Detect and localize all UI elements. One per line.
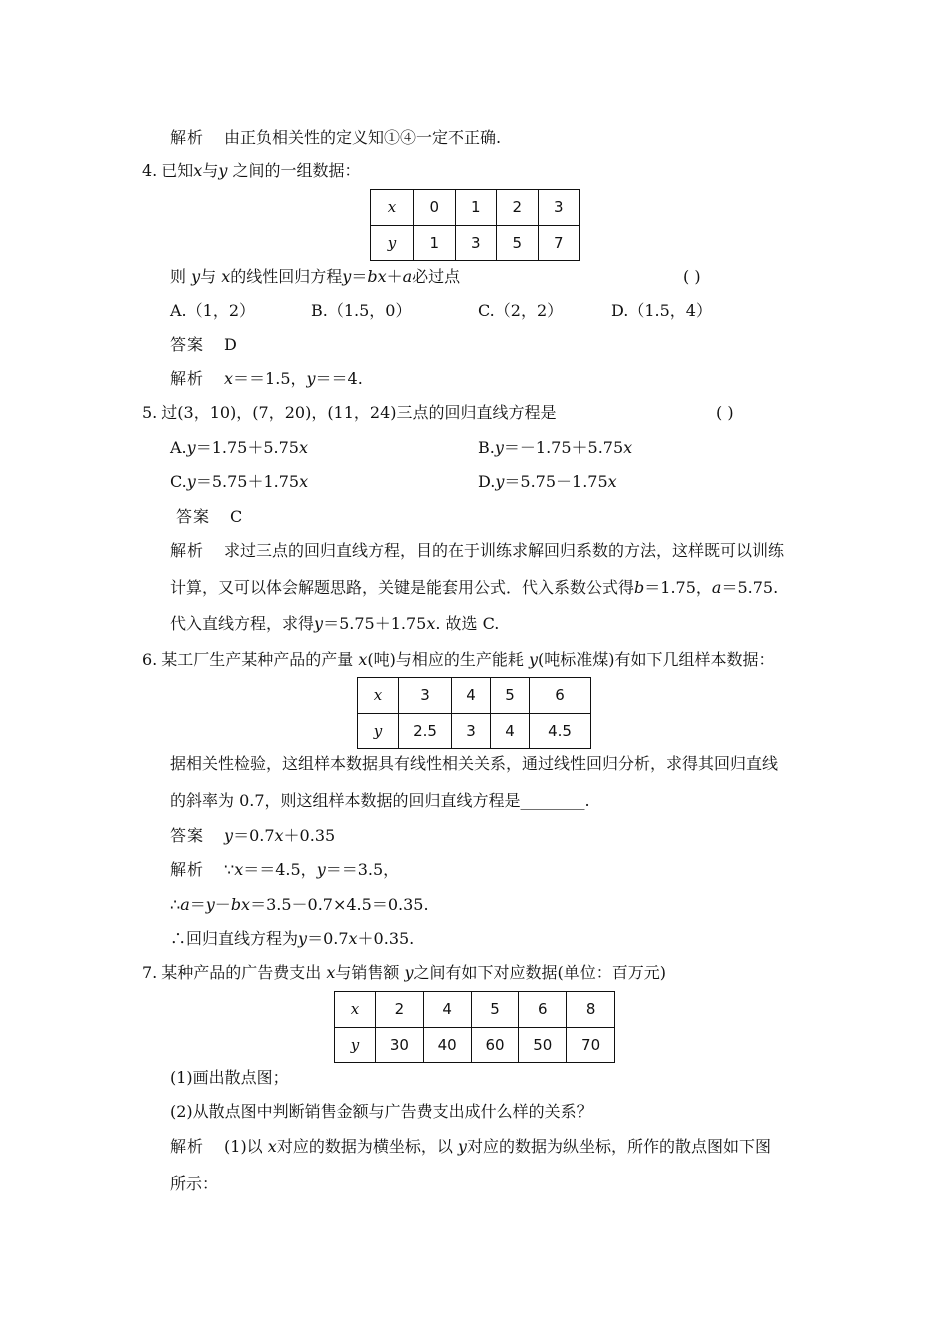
q4-stem <box>142 161 360 181</box>
text: ＝5.75. <box>721 578 779 597</box>
text: ＝＝3.5， <box>325 860 400 879</box>
text: . 故选 C. <box>435 614 500 633</box>
answer-label: 答案 <box>170 826 205 845</box>
q5-analysis-line-2 <box>170 578 778 598</box>
table-cell: 5 <box>497 225 539 261</box>
var-y: y <box>495 472 505 491</box>
text: A. <box>170 438 187 457</box>
table-cell: 40 <box>423 1027 471 1063</box>
var-y: y <box>528 650 539 669</box>
answer-blank-paren: ( ) <box>683 267 701 286</box>
table-cell: 2.5 <box>399 713 452 749</box>
var-x: x <box>234 860 244 879</box>
y-header: y <box>335 1027 376 1063</box>
x-header: x <box>371 190 414 226</box>
var-y: y <box>306 369 316 388</box>
var-y: y <box>298 929 308 948</box>
option-c <box>170 472 308 492</box>
analysis-label: 解析 <box>170 369 205 388</box>
var-y: y <box>186 472 196 491</box>
q5-analysis-line-3 <box>170 614 499 634</box>
q7-analysis-line-2: 所示： <box>170 1174 219 1193</box>
table-row <box>371 190 580 226</box>
var-x: x <box>299 472 309 491</box>
var-x: x <box>623 438 633 457</box>
var-x: x <box>193 161 203 180</box>
text: ＝0.7 <box>233 826 275 845</box>
table-cell: 4 <box>491 713 530 749</box>
text: C. <box>170 472 187 491</box>
table-row <box>335 1027 615 1063</box>
table-row <box>358 678 591 714</box>
text: (吨标准煤)有如下几组样本数据： <box>538 650 775 669</box>
text: (吨)与相应的生产能耗 <box>367 650 529 669</box>
text: D. <box>478 472 496 491</box>
text: 代入直线方程，求得 <box>170 614 315 633</box>
q4-data-table <box>370 189 580 261</box>
var-y: y <box>314 614 324 633</box>
var-x: x <box>426 614 436 633</box>
var-y: y <box>404 963 414 982</box>
table-row <box>358 713 591 749</box>
option-b: B.（1.5，0） <box>311 301 412 320</box>
var-y: y <box>224 826 234 845</box>
table-cell: 50 <box>519 1027 567 1063</box>
var-a: a <box>180 895 190 914</box>
option-a: A.（1，2） <box>170 301 256 320</box>
var-a: a <box>711 578 722 597</box>
q3-analysis <box>170 128 501 148</box>
text: 某工厂生产某种产品的产量 <box>161 650 359 669</box>
text: 与 <box>202 161 219 180</box>
text: ＋0.35 <box>283 826 336 845</box>
q6-paragraph-1: 据相关性检验，这组样本数据具有线性相关关系，通过线性回归分析，求得其回归直线 <box>170 754 779 773</box>
text: ＝＝1.5， <box>233 369 307 388</box>
q4-answer <box>170 335 237 355</box>
q6-analysis-line-2 <box>170 895 429 915</box>
text: 与销售额 <box>335 963 405 982</box>
text: ＝ <box>351 267 368 286</box>
q6-analysis-line-3 <box>170 929 414 949</box>
q7-sub-question-2: (2)从散点图中判断销售金额与广告费支出成什么样的关系？ <box>170 1102 593 1121</box>
table-cell: 5 <box>491 678 530 714</box>
table-cell: 3 <box>399 678 452 714</box>
table-row <box>335 992 615 1028</box>
text: 与 <box>200 267 222 286</box>
text: ＝＝4.5， <box>243 860 317 879</box>
q5-answer <box>176 507 242 527</box>
option-d: D.（1.5，4） <box>611 301 712 320</box>
table-cell: 7 <box>538 225 580 261</box>
option-d <box>478 472 617 492</box>
var-x: x <box>274 826 284 845</box>
table-cell: 3 <box>452 713 491 749</box>
var-x: x <box>298 438 308 457</box>
text: 的线性回归方程 <box>230 267 343 286</box>
var-y: y <box>186 438 196 457</box>
var-bx: bx <box>367 267 387 286</box>
var-y: y <box>494 438 504 457</box>
text: 过(3，10)，(7，20)，(11，24)三点的回归直线方程是 <box>161 403 557 422</box>
table-cell: 1 <box>414 225 456 261</box>
var-x: x <box>221 267 231 286</box>
var-x: x <box>607 472 617 491</box>
table-cell: 60 <box>471 1027 519 1063</box>
table-cell: 6 <box>519 992 567 1028</box>
text: ＝1.75＋5.75 <box>195 438 299 457</box>
x-header: x <box>358 678 399 714</box>
answer-label: 答案 <box>170 335 205 354</box>
answer-label: 答案 <box>176 507 211 526</box>
q5-analysis-line-1 <box>170 541 784 561</box>
analysis-label: 解析 <box>170 128 205 147</box>
var-a: a <box>402 267 413 286</box>
analysis-text: 由正负相关性的定义知①④一定不正确. <box>224 128 502 147</box>
y-header: y <box>371 225 414 261</box>
text: (1)以 <box>224 1137 268 1156</box>
analysis-label: 解析 <box>170 1137 205 1156</box>
option-c: C.（2，2） <box>478 301 564 320</box>
text: ＝＝4. <box>315 369 363 388</box>
q6-stem <box>142 650 775 670</box>
q7-analysis-line-1 <box>170 1137 771 1157</box>
q4-question <box>170 267 460 287</box>
table-cell: 4.5 <box>530 713 591 749</box>
option-a <box>170 438 308 458</box>
table-cell: 4 <box>423 992 471 1028</box>
text: 则 <box>170 267 192 286</box>
q6-data-table <box>357 677 591 749</box>
q5-stem <box>142 403 557 423</box>
table-cell: 1 <box>455 190 497 226</box>
q6-analysis-line-1 <box>170 860 399 880</box>
text: 之间的一组数据： <box>227 161 361 180</box>
q6-answer <box>170 826 335 846</box>
text: － <box>214 895 231 914</box>
analysis-label: 解析 <box>170 860 205 879</box>
var-y: y <box>457 1137 467 1156</box>
var-x: x <box>326 963 336 982</box>
text: 计算，又可以体会解题思路，关键是能套用公式．代入系数公式得 <box>170 578 635 597</box>
table-row <box>371 225 580 261</box>
text: 求过三点的回归直线方程，目的在于训练求解回归系数的方法，这样既可以训练 <box>224 541 785 560</box>
text: ＝5.75＋1.75 <box>195 472 300 491</box>
table-cell: 2 <box>376 992 424 1028</box>
text: ∴ <box>170 895 181 914</box>
text: ∴回归直线方程为 <box>170 929 299 948</box>
var-x: x <box>358 650 368 669</box>
table-cell: 4 <box>452 678 491 714</box>
text: ∵ <box>224 860 235 879</box>
text: ＝5.75＋1.75 <box>323 614 427 633</box>
text: 某种产品的广告费支出 <box>161 963 327 982</box>
text: 已知 <box>161 161 194 180</box>
q7-sub-question-1: (1)画出散点图； <box>170 1068 289 1087</box>
text: ＋ <box>386 267 403 286</box>
q6-paragraph-2: 的斜率为 0.7，则这组样本数据的回归直线方程是________. <box>170 791 590 810</box>
question-number: 6. <box>142 650 158 669</box>
var-bx: bx <box>230 895 251 914</box>
text: ＝ <box>189 895 206 914</box>
var-x: x <box>348 929 358 948</box>
var-y: y <box>191 267 201 286</box>
text: 对应的数据为横坐标，以 <box>276 1137 458 1156</box>
option-b <box>478 438 632 458</box>
analysis-label: 解析 <box>170 541 205 560</box>
table-cell: 70 <box>567 1027 615 1063</box>
var-y: y <box>218 161 228 180</box>
question-number: 7. <box>142 963 158 982</box>
q7-stem <box>142 963 666 983</box>
table-cell: 0 <box>414 190 456 226</box>
q4-analysis <box>170 369 363 389</box>
var-y: y <box>316 860 326 879</box>
q7-data-table <box>334 991 615 1063</box>
text: ＋0.35. <box>357 929 415 948</box>
table-cell: 30 <box>376 1027 424 1063</box>
text: ＝3.5－0.7×4.5＝0.35. <box>250 895 429 914</box>
text: ＝0.7 <box>307 929 349 948</box>
question-number: 5. <box>142 403 158 422</box>
text: 对应的数据为纵坐标，所作的散点图如下图 <box>466 1137 771 1156</box>
x-header: x <box>335 992 376 1028</box>
var-b: b <box>634 578 645 597</box>
text: ＝1.75， <box>644 578 712 597</box>
table-cell: 5 <box>471 992 519 1028</box>
text: 必过点 <box>412 267 461 286</box>
table-cell: 2 <box>497 190 539 226</box>
question-number: 4. <box>142 161 158 180</box>
text: ＝－1.75＋5.75 <box>503 438 624 457</box>
table-cell: 3 <box>455 225 497 261</box>
table-cell: 3 <box>538 190 580 226</box>
y-header: y <box>358 713 399 749</box>
table-cell: 8 <box>567 992 615 1028</box>
answer-value: D <box>224 335 237 354</box>
text: 之间有如下对应数据(单位：百万元) <box>413 963 667 982</box>
var-y: y <box>205 895 215 914</box>
text: B. <box>478 438 495 457</box>
table-cell: 6 <box>530 678 591 714</box>
var-x: x <box>267 1137 277 1156</box>
text: ＝5.75－1.75 <box>504 472 608 491</box>
var-y: y <box>342 267 352 286</box>
var-x: x <box>224 369 234 388</box>
answer-value: C <box>230 507 243 526</box>
answer-blank-paren: ( ) <box>716 403 734 422</box>
